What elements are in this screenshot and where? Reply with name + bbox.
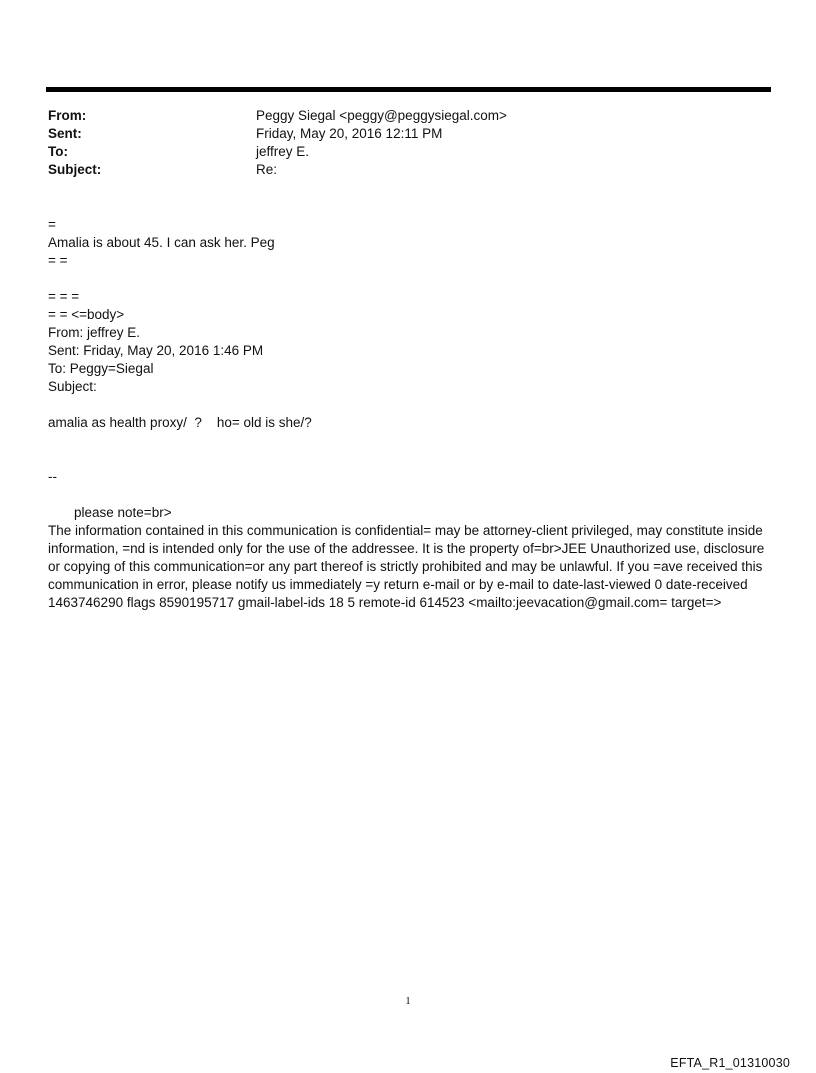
- from-value: Peggy Siegal <peggy@peggysiegal.com>: [256, 108, 507, 123]
- note-heading: please note=br>: [74, 505, 172, 520]
- to-value: jeffrey E.: [256, 144, 310, 159]
- page-number: 1: [405, 995, 411, 1007]
- quoted-sent: Sent: Friday, May 20, 2016 1:46 PM: [48, 343, 264, 358]
- subject-label: Subject:: [48, 162, 102, 177]
- from-label: From:: [48, 108, 87, 123]
- email-body: [48, 216, 768, 612]
- body-spacer: [48, 450, 768, 468]
- from-row: [48, 107, 748, 125]
- subject-value: Re:: [256, 162, 278, 177]
- sent-row: [48, 125, 748, 143]
- quoted-subject: Subject:: [48, 379, 97, 394]
- header-divider: [46, 87, 771, 92]
- body-line: = =: [48, 253, 68, 268]
- body-line: = = <=body>: [48, 307, 125, 322]
- email-header: [48, 107, 748, 179]
- confidentiality-disclaimer: The information contained in this communication is confidential= may be attorney-client privileged, may constitute inside information, =nd is intended only for the use of the addressee. It is the property of=br>JEE Unauthorized use, disclosure or copying of this communication=or any part thereof is strictly prohibited and may be unlawful. If you =ave received this communication in error, please notify us immediately =y return e-mail or by e-mail to date-last-viewed 0 date-received 1463746290 flags 8590195717 gmail-label-ids 18 5 remote-id 614523 <mailto:jeevacation@gmail.com= target=>: [48, 523, 765, 610]
- body-spacer: [48, 432, 768, 450]
- body-line: =: [48, 217, 56, 232]
- sent-label: Sent:: [48, 126, 82, 141]
- to-row: [48, 143, 748, 161]
- body-spacer: [48, 270, 768, 288]
- subject-row: [48, 161, 748, 179]
- body-line: = = =: [48, 289, 80, 304]
- reply-text: Amalia is about 45. I can ask her. Peg: [48, 235, 275, 250]
- quoted-to: To: Peggy=Siegal: [48, 361, 154, 376]
- body-spacer: [48, 396, 768, 414]
- sent-value: Friday, May 20, 2016 12:11 PM: [256, 126, 443, 141]
- document-id: EFTA_R1_01310030: [670, 1056, 790, 1070]
- to-label: To:: [48, 144, 68, 159]
- quoted-from: From: jeffrey E.: [48, 325, 141, 340]
- body-spacer: [48, 486, 768, 504]
- signature-separator: --: [48, 469, 57, 484]
- quoted-message: amalia as health proxy/ ? ho= old is she/?: [48, 415, 312, 430]
